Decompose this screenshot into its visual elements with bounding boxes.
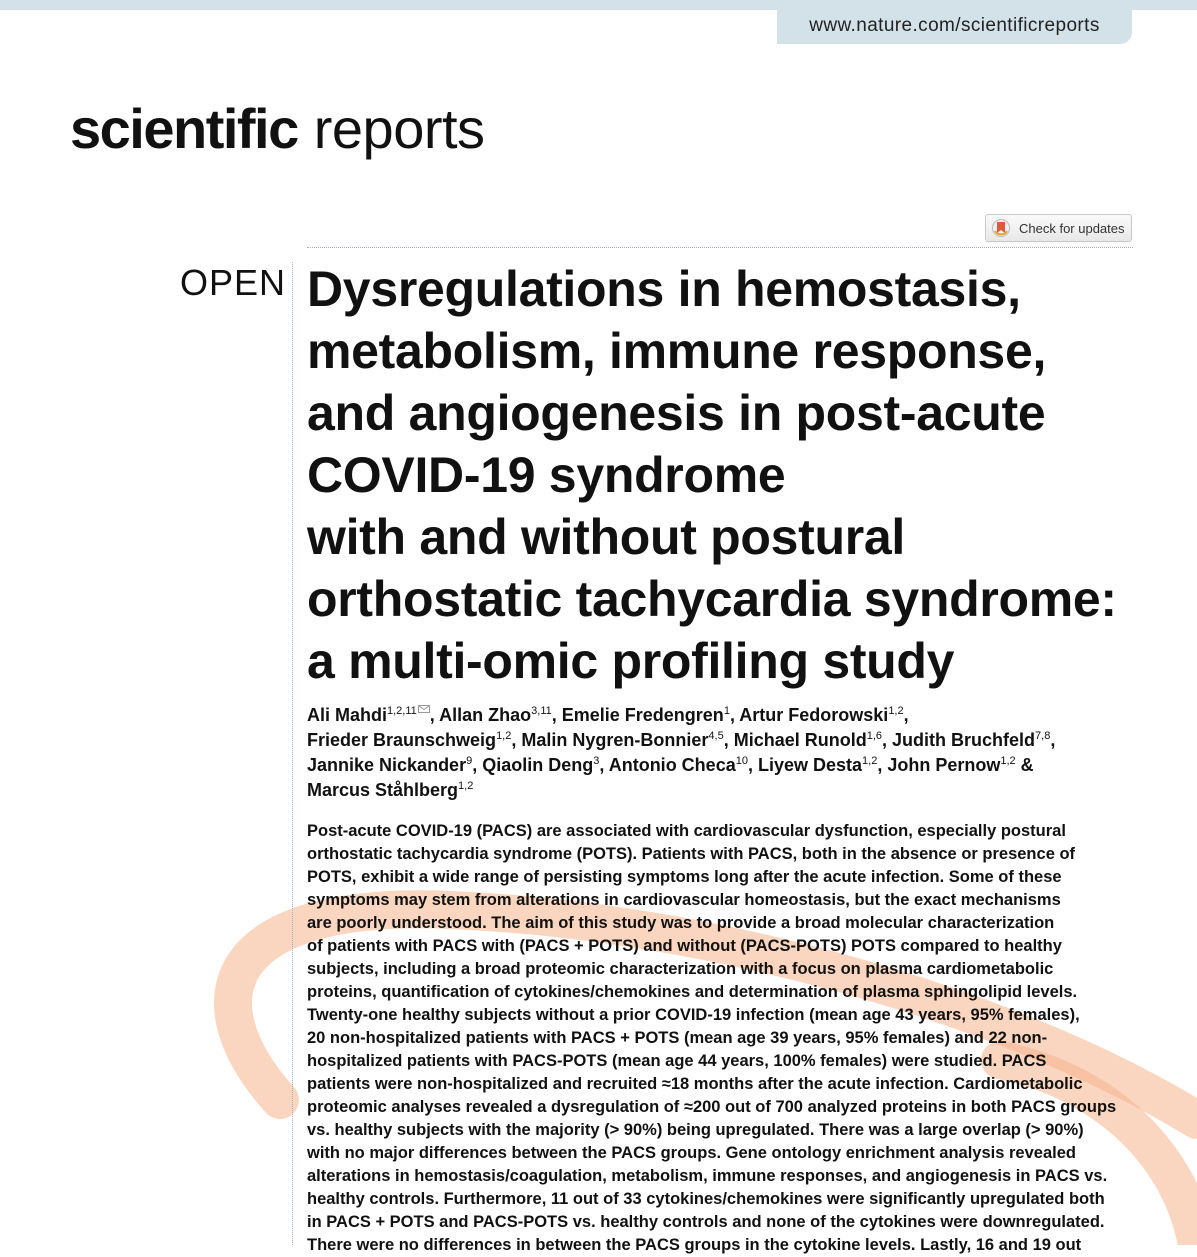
title-line: orthostatic tachycardia syndrome:	[307, 571, 1117, 627]
title-line: with and without postural	[307, 509, 905, 565]
author-separator: ,	[1050, 730, 1056, 750]
abstract-line: proteomic analyses revealed a dysregulation of ≈200 out of 700 analyzed proteins in both PACS groups	[307, 1098, 1117, 1116]
author-affiliation: 1	[723, 705, 730, 717]
abstract-line: of patients with PACS with (PACS + POTS) and without (PACS-POTS) POTS compared to healthy	[307, 937, 1062, 955]
abstract-line: orthostatic tachycardia syndrome (POTS). Patients with PACS, both in the absence or presence of	[307, 845, 1076, 863]
author-affiliation: 3,11	[531, 705, 552, 717]
abstract-line: Post-acute COVID-19 (PACS) are associated with cardiovascular dysfunction, especially postural	[307, 822, 1066, 840]
journal-logo-light: reports	[313, 97, 485, 160]
mail-icon[interactable]	[418, 705, 430, 713]
author-name[interactable]: Judith Bruchfeld	[887, 730, 1036, 750]
author-affiliation: 1,6	[866, 730, 883, 742]
abstract-line: symptoms may stem from alterations in cardiovascular homeostasis, but the exact mechanisms	[307, 891, 1061, 909]
author-affiliation: 1,2	[458, 780, 474, 792]
abstract-line: patients were non-hospitalized and recruited ≈18 months after the acute infection. Cardiometabolic	[307, 1075, 1083, 1093]
author-name[interactable]: Ali Mahdi	[307, 705, 387, 725]
author-separator: ,	[729, 705, 735, 725]
abstract-line: proteins, quantification of cytokines/chemokines and determination of plasma sphingolipid levels.	[307, 983, 1078, 1001]
author-affiliation: 7,8	[1035, 730, 1051, 742]
divider-vertical	[292, 262, 293, 1245]
author-affiliation: 1,2	[862, 755, 878, 767]
author-name[interactable]: Artur Fedorowski	[734, 705, 889, 725]
open-access-label: OPEN	[180, 262, 287, 303]
crossmark-icon	[992, 219, 1010, 237]
author-affiliation: 1,2,11	[387, 705, 417, 717]
abstract-line: POTS, exhibit a wide range of persisting symptoms long after the acute infection. Some of these	[307, 868, 1062, 886]
author-separator: ,	[723, 730, 729, 750]
author-line	[307, 778, 1137, 803]
title-line: COVID-19 syndrome	[307, 447, 786, 503]
title-line: metabolism, immune response,	[307, 323, 1047, 379]
author-separator: ,	[472, 755, 478, 775]
journal-url[interactable]: www.nature.com/scientificreports	[777, 0, 1132, 44]
abstract-line: are poorly understood. The aim of this study was to provide a broad molecular characterization	[307, 914, 1055, 932]
abstract	[307, 820, 1142, 1257]
author-separator: ,	[877, 755, 883, 775]
title-line: and angiogenesis in post-acute	[307, 385, 1046, 441]
author-affiliation: 3	[593, 755, 600, 767]
author-name[interactable]: Emelie Fredengren	[556, 705, 724, 725]
author-name[interactable]: John Pernow	[882, 755, 1001, 775]
author-name[interactable]: Frieder Braunschweig	[307, 730, 497, 750]
abstract-line: with no major differences between the PACS groups. Gene ontology enrichment analysis revealed	[307, 1144, 1076, 1162]
author-list	[307, 703, 1137, 803]
article-title	[307, 258, 1147, 692]
abstract-line: Twenty-one healthy subjects without a prior COVID-19 infection (mean age 43 years, 95% females),	[307, 1006, 1080, 1024]
abstract-line: 20 non-hospitalized patients with PACS + POTS (mean age 39 years, 95% females) and 22 non-	[307, 1029, 1048, 1047]
abstract-line: subjects, including a broad proteomic characterization with a focus on plasma cardiometabolic	[307, 960, 1054, 978]
author-name[interactable]: Allan Zhao	[434, 705, 532, 725]
author-separator: ,	[903, 705, 909, 725]
author-separator: ,	[551, 705, 557, 725]
author-line	[307, 753, 1137, 778]
author-name[interactable]: Qiaolin Deng	[477, 755, 594, 775]
author-separator: ,	[882, 730, 888, 750]
abstract-line: There were no differences in between the PACS groups in the cytokine levels. Lastly, 16 and 19 out	[307, 1236, 1082, 1254]
author-name[interactable]: Liyew Desta	[752, 755, 863, 775]
abstract-line: vs. healthy subjects with the majority (> 90%) being upregulated. There was a large overlap (> 90%)	[307, 1121, 1084, 1139]
author-separator: ,	[429, 705, 435, 725]
author-affiliation: 1,2	[1000, 755, 1016, 767]
author-affiliation: 9	[466, 755, 473, 767]
abstract-line: healthy controls. Furthermore, 11 out of 33 cytokines/chemokines were significantly upregulated both	[307, 1190, 1105, 1208]
abstract-line: alterations in hemostasis/coagulation, metabolism, immune responses, and angiogenesis in PACS vs.	[307, 1167, 1108, 1185]
check-for-updates-label: Check for updates	[1019, 220, 1125, 236]
journal-logo-bold: scientific	[70, 97, 298, 160]
author-name[interactable]: Marcus Ståhlberg	[307, 780, 459, 800]
author-name[interactable]: Malin Nygren-Bonnier	[516, 730, 709, 750]
abstract-line: in PACS + POTS and PACS-POTS vs. healthy controls and none of the cytokines were downregulated.	[307, 1213, 1105, 1231]
author-line	[307, 728, 1137, 753]
abstract-line: hospitalized patients with PACS-POTS (mean age 44 years, 100% females) were studied. PACS	[307, 1052, 1047, 1070]
author-separator: ,	[511, 730, 517, 750]
author-affiliation: 1,2	[888, 705, 904, 717]
author-affiliation: 10	[735, 755, 748, 767]
title-line: Dysregulations in hemostasis,	[307, 261, 1021, 317]
author-affiliation: 4,5	[708, 730, 724, 742]
title-line: a multi-omic profiling study	[307, 633, 955, 689]
check-for-updates-button[interactable]	[985, 214, 1132, 242]
author-separator: &	[1015, 755, 1034, 775]
divider-horizontal	[307, 247, 1133, 248]
author-separator: ,	[747, 755, 753, 775]
author-name[interactable]: Antonio Checa	[604, 755, 736, 775]
author-name[interactable]: Michael Runold	[728, 730, 867, 750]
journal-logo	[70, 96, 485, 160]
author-name[interactable]: Jannike Nickander	[307, 755, 467, 775]
author-affiliation: 1,2	[496, 730, 512, 742]
author-separator: ,	[599, 755, 605, 775]
author-line	[307, 703, 1137, 728]
